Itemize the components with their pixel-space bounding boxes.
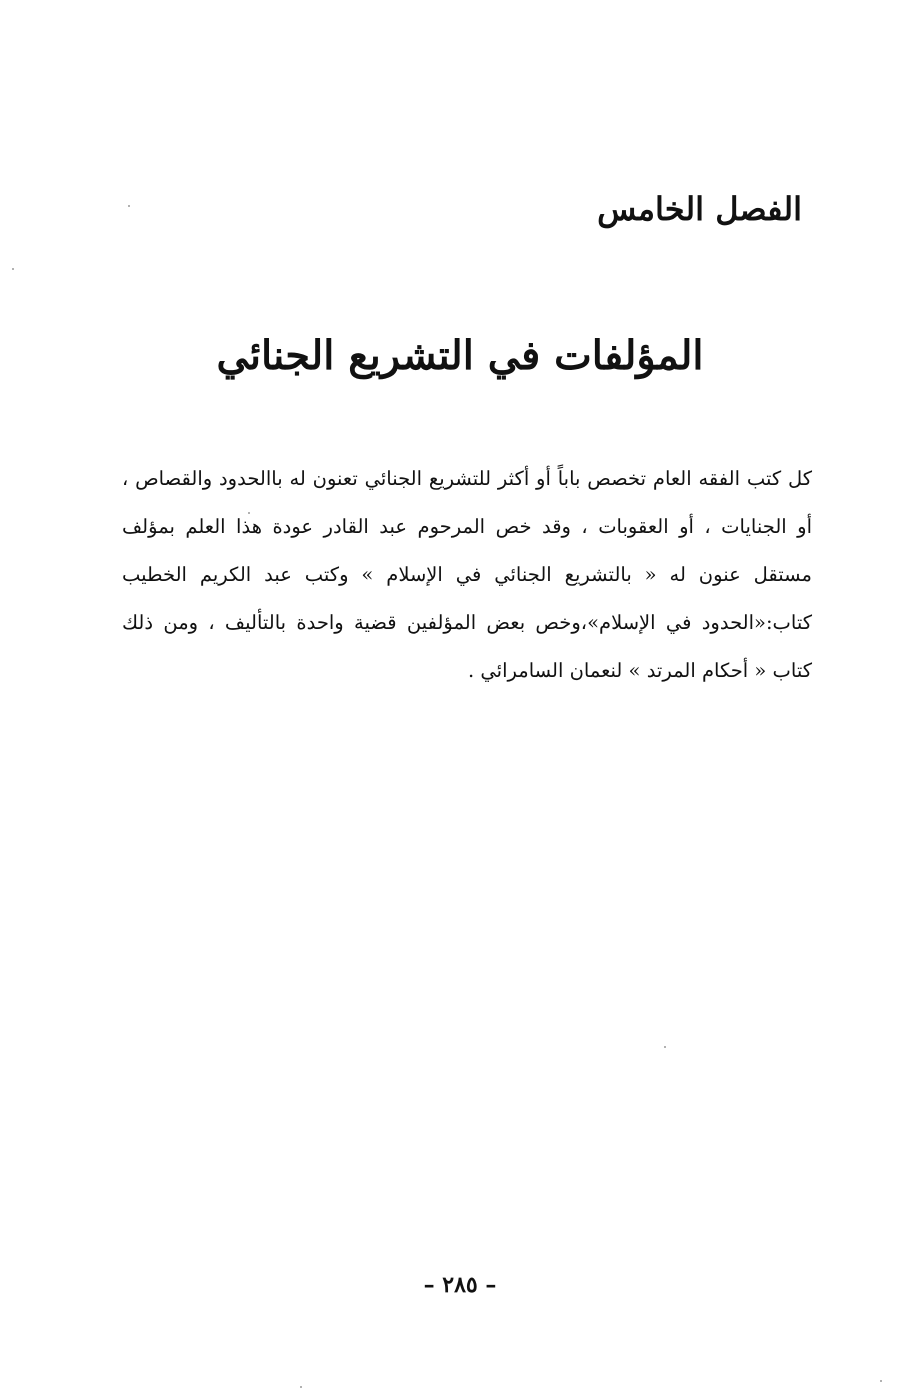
paper-speck bbox=[248, 512, 250, 514]
body-text bbox=[122, 455, 812, 695]
section-title: المؤلفات في التشريع الجنائي bbox=[216, 332, 704, 379]
body-paragraph: كل كتب الفقه العام تخصص باباً أو أكثر للتشريع الجنائي تعنون له باالحدود والقصاص ، أو الجنايات ، أو العقوبات ، وقد خص المرحوم عبد القادر عودة هذا العلم بمؤلف مستقل عنون له « بالتشريع الجنائي في الإسلام » وكتب عبد الكريم الخطيب كتاب:«الحدود في الإسلام»،وخص بعض المؤلفين قضية واحدة بالتأليف ، ومن ذلك كتاب « أحكام المرتد » لنعمان السامرائي . bbox=[122, 467, 812, 682]
paper-speck bbox=[664, 1046, 666, 1048]
paper-speck bbox=[300, 1386, 302, 1388]
page-number: – ٢٨٥ – bbox=[423, 1272, 497, 1298]
paper-speck bbox=[128, 205, 130, 207]
paper-speck bbox=[880, 1380, 882, 1382]
chapter-title: الفصل الخامس bbox=[597, 190, 802, 228]
paper-speck bbox=[12, 268, 14, 270]
